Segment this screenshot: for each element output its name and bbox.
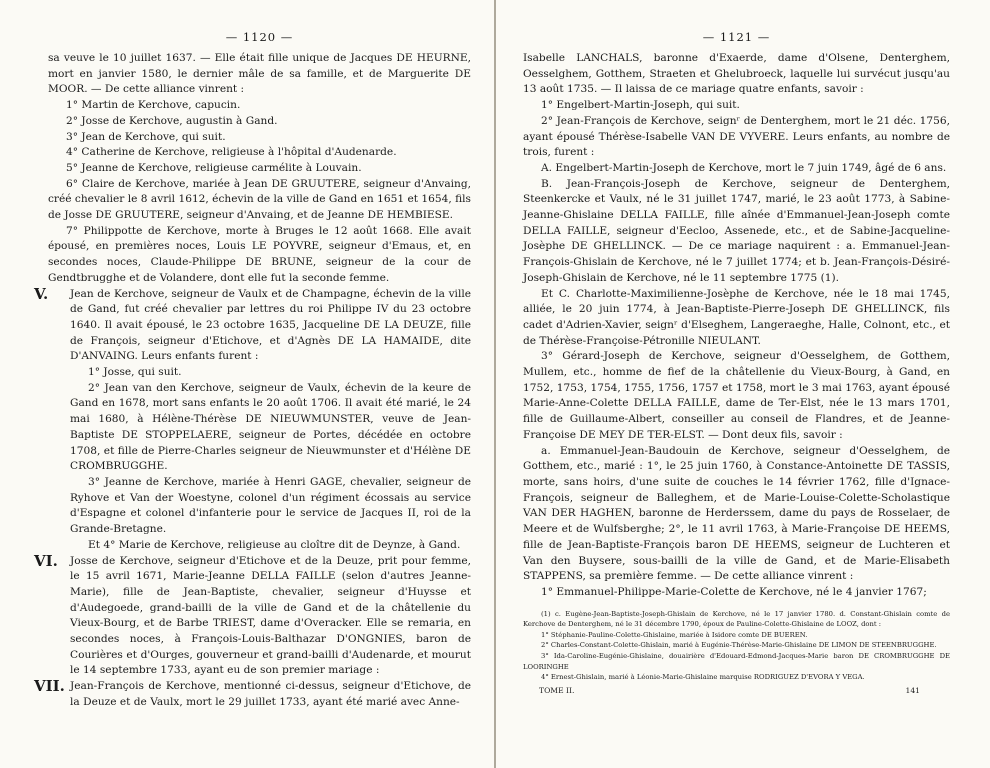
right-body [523, 51, 950, 601]
footnote: 1° Stéphanie-Pauline-Colette-Ghislaine, mariée à Isidore comte DE BUEREN. [541, 630, 808, 639]
page-number-right: — 1121 — [702, 30, 771, 44]
paragraph: Jean-François de Kerchove, mentionné ci-dessus, seigneur d'Etichove, de la Deuze et de Vaulx, mort le 29 juillet 1733, ayant été marié avec Anne- [70, 680, 471, 708]
page-footer [523, 686, 950, 695]
paragraph: Isabelle LANCHALS, baronne d'Exaerde, dame d'Olsene, Denterghem, Oesselghem, Gotthem, Straeten et Ghelubroeck, laquelle lui survécut jusqu'au 13 août 1735. — Il laissa de ce mariage quatre enfants, savoir : [523, 52, 950, 96]
generation-vi [34, 551, 471, 680]
generation-numeral: VII. [34, 677, 65, 696]
footnote: (1) c. Eugène-Jean-Baptiste-Joseph-Ghislain de Kerchove, né le 17 janvier 1780. d. Constant-Ghislain comte de Kerchove de Denterghem, né le 31 décembre 1790, époux de Pauline-Colette-Ghislaine de LOOZ, dont : [523, 609, 950, 629]
footnotes [523, 609, 950, 683]
paragraph: a. Emmanuel-Jean-Baudouin de Kerchove, seigneur d'Oesselghem, de Gotthem, etc., marié : 1°, le 25 juin 1760, à Constance-Antoinette DE TASSIS, morte, sans hoirs, d'une suite de couches le 14 février 1762, fille d'Ignace-François, seigneur de Balleghem, et de Marie-Louise-Colette-Scholastique VAN DER HAGHEN, baronne de Herderssem, dame du pays de Rosselaer, de Meere et de Wulfsberghe; 2°, le 11 avril 1763, à Marie-Françoise DE HEEMS, fille de Jean-Baptiste-François baron DE HEEMS, seigneur de Luchteren et Van den Buysere, sous-bailli de la ville de Gand, et de Marie-Elisabeth STAPPENS, sa première femme. — De cette alliance vinrent : [523, 444, 950, 583]
paragraph: Et C. Charlotte-Maximilienne-Josèphe de Kerchove, née le 18 mai 1745, alliée, le 20 juin 1774, à Jean-Baptiste-Pierre-Joseph DE GHELLINCK, fils cadet d'Adrien-Xavier, seignʳ d'Elseghem, Langeraeghe, Halle, Colnont, etc., et de Thérèse-Françoise-Pétronille NIEULANT. [523, 287, 950, 347]
paragraph: 2° Josse de Kerchove, augustin à Gand. [66, 114, 278, 127]
paragraph: 2° Jean van den Kerchove, seigneur de Vaulx, échevin de la keure de Gand en 1678, mort sans enfants le 20 août 1706. Il avait été marié, le 24 mai 1680, à Hélène-Thérèse DE NIEUWMUNSTER, veuve de Jean-Baptiste DE STOPPELAERE, seigneur de Portes, décédée en octobre 1708, et fille de Pierre-Charles seigneur de Nieuwmunster et d'Hélène DE CROMBRUGGHE. [70, 381, 471, 473]
paragraph: 5° Jeanne de Kerchove, religieuse carmélite à Louvain. [66, 161, 362, 174]
volume-label: TOME II. [539, 685, 575, 695]
paragraph: A. Engelbert-Martin-Joseph de Kerchove, mort le 7 juin 1749, âgé de 6 ans. [541, 161, 947, 174]
paragraph: Jean de Kerchove, seigneur de Vaulx et de Champagne, échevin de la ville de Gand, fut créé chevalier par lettres du roi Philippe IV du 23 octobre 1640. Il avait épousé, le 23 octobre 1635, Jacqueline DE LA DEUZE, fille de François, seigneur d'Etichove, et d'Agnès DE LA HAMAIDE, dite D'ANVAING. Leurs enfants furent : [70, 287, 471, 363]
footnote: 3° Ida-Caroline-Eugénie-Ghislaine, douairière d'Edouard-Edmond-Jacques-Marie baron DE CROMBRUGGHE DE LOORINGHE [523, 651, 950, 671]
generation-numeral: VI. [34, 551, 58, 570]
paragraph: Josse de Kerchove, seigneur d'Etichove et de la Deuze, prit pour femme, le 15 avril 1671, Marie-Jeanne DELLA FAILLE (selon d'autres Jeanne-Marie), fille de Jean-Baptiste, chevalier, seigneur d'Huysse et d'Audegoede, grand-bailli de la ville de Gand et de la châtellenie du Vieux-Bourg, et de Barbe TRIEST, dame d'Overacker. Elle se remaria, en secondes noces, à François-Louis-Balthazar D'ONGNIES, baron de Courières et d'Ourges, gouverneur et grand-bailli d'Audenarde, et mourut le 14 septembre 1733, ayant eu de son premier mariage : [70, 554, 471, 677]
paragraph: 3° Jean de Kerchove, qui suit. [66, 130, 226, 143]
generation-numeral: V. [34, 284, 49, 303]
paragraph: 3° Gérard-Joseph de Kerchove, seigneur d'Oesselghem, de Gotthem, Mullem, etc., homme de fief de la châtellenie du Vieux-Bourg, à Gand, en 1752, 1753, 1754, 1755, 1756, 1757 et 1758, mort le 3 mai 1763, ayant épousé Marie-Anne-Colette DELLA FAILLE, dame de Ter-Elst, née le 13 mars 1701, fille de Guillaume-Albert, conseiller au conseil de Flandres, et de Jeanne-Françoise DE MEY DE TER-ELST. — Dont deux fils, savoir : [523, 350, 950, 441]
paragraph: 1° Martin de Kerchove, capucin. [66, 99, 241, 112]
page-number-left: — 1120 — [225, 30, 294, 44]
paragraph: Et 4° Marie de Kerchove, religieuse au cloître dit de Deynze, à Gand. [88, 538, 461, 551]
paragraph: 2° Jean-François de Kerchove, seignʳ de Denterghem, mort le 21 déc. 1756, ayant épousé Thérèse-Isabelle VAN DE VYVERE. Leurs enfants, au nombre de trois, furent : [523, 114, 950, 159]
footnote: 4° Ernest-Ghislain, marié à Léonie-Marie-Ghislaine marquise RODRIGUEZ D'EVORA Y VEGA. [541, 673, 865, 682]
paragraph: 7° Philippotte de Kerchove, morte à Bruges le 12 août 1668. Elle avait épousé, en premières noces, Louis LE POYVRE, seigneur d'Emaus, et, en secondes noces, Claude-Philippe DE BRUNE, seigneur de la cour de Gendtbrugghe et de Volandere, dont elle fut la seconde femme. [48, 224, 471, 284]
generation-vii [34, 677, 471, 710]
paragraph: 1° Josse, qui suit. [88, 366, 182, 379]
paragraph: 6° Claire de Kerchove, mariée à Jean DE GRUUTERE, seigneur d'Anvaing, créé chevalier le 8 avril 1612, échevin de la ville de Gand en 1651 et 1654, fils de Josse DE GRUUTERE, seigneur d'Anvaing, et de Jeanne DE HEMBIESE. [48, 177, 471, 222]
paragraph: 1° Emmanuel-Philippe-Marie-Colette de Kerchove, né le 4 janvier 1767; [541, 585, 927, 598]
paragraph: sa veuve le 10 juillet 1637. — Elle était fille unique de Jacques DE HEURNE, mort en janvier 1580, le dernier mâle de sa famille, et de Marguerite DE MOOR. — De cette alliance vinrent : [48, 52, 471, 96]
paragraph: 3° Jeanne de Kerchove, mariée à Henri GAGE, chevalier, seigneur de Ryhove et Van der Woestyne, colonel d'un régiment écossais au service d'Espagne et colonel d'infanterie pour le service de Jacques II, roi de la Grande-Bretagne. [70, 475, 471, 536]
signature-mark: 141 [905, 685, 920, 695]
left-body [34, 51, 471, 711]
paragraph: 1° Engelbert-Martin-Joseph, qui suit. [541, 99, 740, 112]
paragraph: B. Jean-François-Joseph de Kerchove, seigneur de Denterghem, Steenkercke et Vaulx, né le 31 juillet 1747, marié, le 23 août 1773, à Sabine-Jeanne-Ghislaine DELLA FAILLE, fille aînée d'Emmanuel-Jean-Joseph comte DELLA FAILLE, seigneur d'Eecloo, Assenede, etc., et de Sabine-Jacqueline-Josèphe DE GHELLINCK. — De ce mariage naquirent : a. Emmanuel-Jean-François-Ghislain de Kerchove, né le 7 juillet 1774; et b. Jean-François-Désiré-Joseph-Ghislain de Kerchove, né le 11 septembre 1775 (1). [523, 177, 950, 284]
right-page [495, 0, 990, 768]
generation-v [34, 284, 471, 554]
paragraph: 4° Catherine de Kerchove, religieuse à l'hôpital d'Audenarde. [66, 146, 397, 159]
footnote: 2° Charles-Constant-Colette-Ghislain, marié à Eugénie-Thérèse-Marie-Ghislaine DE LIMON DE STEENBRUGGHE. [541, 641, 937, 650]
